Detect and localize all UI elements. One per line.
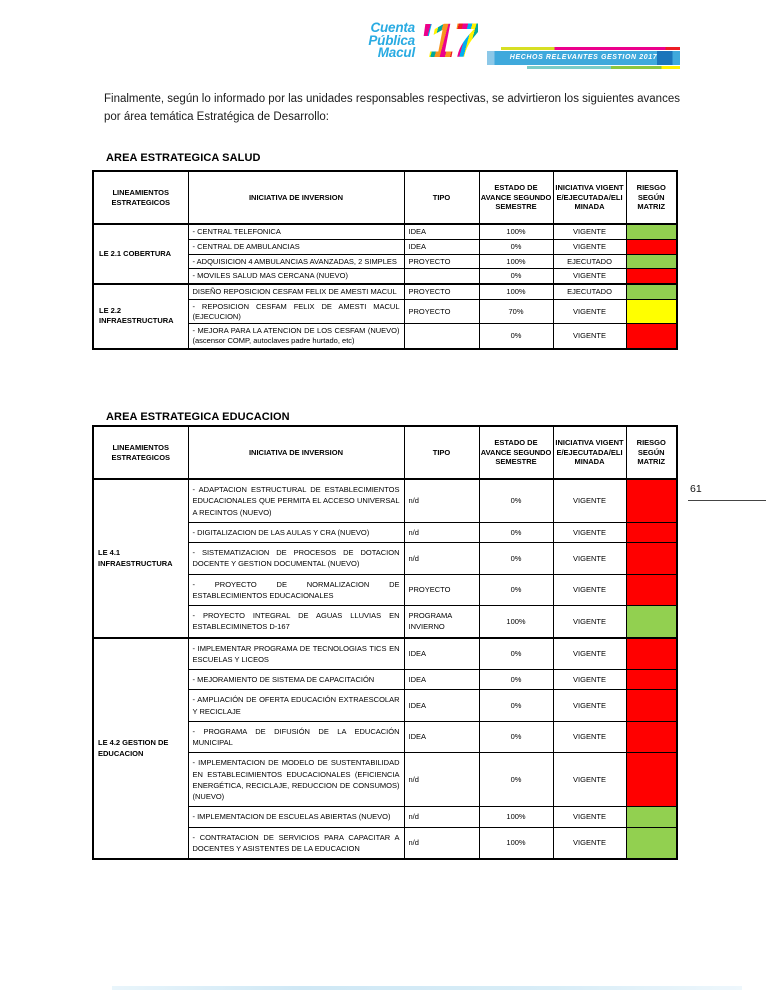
estado-vigencia-cell: VIGENTE [553,606,626,638]
tipo-cell: IDEA [404,239,479,254]
risk-indicator-red [626,543,677,575]
banner-stripe-bottom [527,66,680,69]
estado-vigencia-cell: VIGENTE [553,239,626,254]
estado-vigencia-cell: VIGENTE [553,479,626,522]
column-header: INICIATIVA DE INVERSION [188,171,404,224]
column-header: ESTADO DE AVANCE SEGUNDO SEMESTRE [479,171,553,224]
iniciativa-cell: - PROYECTO INTEGRAL DE AGUAS LLUVIAS EN ESTABLECIMINETOS D-167 [188,606,404,638]
tipo-cell: n/d [404,827,479,859]
iniciativa-cell: - REPOSICION CESFAM FELIX DE AMESTI MACUL (EJECUCION) [188,299,404,324]
lineamiento-cell: LE 4.2 GESTION DE EDUCACION [93,638,188,860]
avance-cell: 0% [479,574,553,606]
risk-indicator-red [626,690,677,722]
avance-cell: 100% [479,606,553,638]
column-header: TIPO [404,426,479,479]
footer-decorative-bar [112,986,742,990]
avance-cell: 0% [479,690,553,722]
avance-cell: 0% [479,324,553,349]
estado-vigencia-cell: VIGENTE [553,269,626,284]
iniciativa-cell: - MOVILES SALUD MAS CERCANA (NUEVO) [188,269,404,284]
tipo-cell: PROYECTO [404,574,479,606]
avance-cell: 100% [479,254,553,269]
tipo-cell: n/d [404,522,479,542]
table-row [93,224,677,239]
avance-cell: 0% [479,269,553,284]
iniciativa-cell: - CENTRAL TELEFONICA [188,224,404,239]
iniciativa-cell: - MEJORA PARA LA ATENCION DE LOS CESFAM (NUEVO) (ascensor COMP, autoclaves padre hurtado, etc) [188,324,404,349]
avance-cell: 0% [479,522,553,542]
iniciativa-cell: - SISTEMATIZACION DE PROCESOS DE DOTACION DOCENTE Y GESTION DOCUMENTAL (NUEVO) [188,543,404,575]
avance-cell: 70% [479,299,553,324]
estado-vigencia-cell: EJECUTADO [553,254,626,269]
estado-vigencia-cell: VIGENTE [553,807,626,827]
estado-vigencia-cell: VIGENTE [553,543,626,575]
estado-vigencia-cell: VIGENTE [553,522,626,542]
estado-vigencia-cell: VIGENTE [553,827,626,859]
table-row [93,284,677,299]
column-header: INICIATIVA VIGENTE/EJECUTADA/ELIMINADA [553,426,626,479]
estado-vigencia-cell: EJECUTADO [553,284,626,299]
column-header: INICIATIVA DE INVERSION [188,426,404,479]
risk-indicator-green [626,807,677,827]
header-banner [487,47,680,69]
tipo-cell: IDEA [404,224,479,239]
avance-cell: 0% [479,239,553,254]
iniciativa-cell: - PROGRAMA DE DIFUSIÓN DE LA EDUCACIÓN MUNICIPAL [188,721,404,753]
avance-cell: 0% [479,753,553,807]
estado-vigencia-cell: VIGENTE [553,574,626,606]
estado-vigencia-cell: VIGENTE [553,670,626,690]
estado-vigencia-cell: VIGENTE [553,753,626,807]
iniciativa-cell: DISEÑO REPOSICION CESFAM FELIX DE AMESTI MACUL [188,284,404,299]
iniciativa-cell: - IMPLEMENTACION DE ESCUELAS ABIERTAS (NUEVO) [188,807,404,827]
iniciativa-cell: - CENTRAL DE AMBULANCIAS [188,239,404,254]
iniciativa-cell: - ADAPTACION ESTRUCTURAL DE ESTABLECIMIENTOS EDUCACIONALES QUE PERMITA EL ACCESO UNIVERSAL A RECINTOS (NUEVO) [188,479,404,522]
estado-vigencia-cell: VIGENTE [553,324,626,349]
risk-indicator-red [626,721,677,753]
column-header: INICIATIVA VIGENTE/EJECUTADA/ELIMINADA [553,171,626,224]
estado-vigencia-cell: VIGENTE [553,299,626,324]
estado-vigencia-cell: VIGENTE [553,690,626,722]
risk-indicator-red [626,670,677,690]
avance-cell: 100% [479,224,553,239]
section-title-educacion: AREA ESTRATEGICA EDUCACION [106,411,290,423]
risk-indicator-green [626,284,677,299]
salud-table [92,170,678,350]
estado-vigencia-cell: VIGENTE [553,224,626,239]
risk-indicator-red [626,239,677,254]
avance-cell: 100% [479,827,553,859]
tipo-cell: n/d [404,753,479,807]
lineamiento-cell: LE 2.2 INFRAESTRUCTURA [93,284,188,349]
header-row [93,171,677,224]
risk-indicator-red [626,324,677,349]
logo-word-cuenta: Cuenta [370,20,415,35]
avance-cell: 0% [479,479,553,522]
tipo-cell: PROYECTO [404,284,479,299]
column-header: ESTADO DE AVANCE SEGUNDO SEMESTRE [479,426,553,479]
avance-cell: 100% [479,807,553,827]
column-header: RIESGO SEGÚN MATRIZ [626,171,677,224]
iniciativa-cell: - IMPLEMENTAR PROGRAMA DE TECNOLOGIAS TICS EN ESCUELAS Y LICEOS [188,638,404,670]
banner-stripe-top [501,47,680,50]
logo-word-macul: Macul [377,45,415,60]
column-header: LINEAMIENTOS ESTRATEGICOS [93,426,188,479]
table-row [93,479,677,522]
estado-vigencia-cell: VIGENTE [553,638,626,670]
lineamiento-cell: LE 2.1 COBERTURA [93,224,188,284]
avance-cell: 100% [479,284,553,299]
table-educacion [92,425,678,860]
risk-indicator-green [626,254,677,269]
risk-indicator-green [626,827,677,859]
risk-indicator-green [626,224,677,239]
risk-indicator-red [626,638,677,670]
section-title-salud: AREA ESTRATEGICA SALUD [106,152,261,164]
iniciativa-cell: - IMPLEMENTACION DE MODELO DE SUSTENTABILIDAD EN ESTABLECIMIENTOS EDUCACIONALES (EFICIENCIA ENERGÉTICA, RECICLAJE, REDUCCION DE CONSUMOS) (NUEVO) [188,753,404,807]
column-header: TIPO [404,171,479,224]
intro-paragraph: Finalmente, según lo informado por las unidades responsables respectivas, se advirtieron los siguientes avances por área temática Estratégica de Desarrollo: [104,93,680,124]
tipo-cell: IDEA [404,670,479,690]
risk-indicator-red [626,522,677,542]
tipo-cell: IDEA [404,721,479,753]
educacion-table [92,425,678,860]
lineamiento-cell: LE 4.1 INFRAESTRUCTURA [93,479,188,638]
page-number: 61 [688,483,766,501]
iniciativa-cell: - CONTRATACION DE SERVICIOS PARA CAPACITAR A DOCENTES Y ASISTENTES DE LA EDUCACION [188,827,404,859]
tipo-cell [404,324,479,349]
tipo-cell: PROYECTO [404,254,479,269]
risk-indicator-red [626,753,677,807]
avance-cell: 0% [479,638,553,670]
iniciativa-cell: - DIGITALIZACION DE LAS AULAS Y CRA (NUEVO) [188,522,404,542]
logo-wordmark [285,22,415,60]
logo-word-publica: Pública [368,32,415,48]
risk-indicator-red [626,479,677,522]
iniciativa-cell: - ADQUISICION 4 AMBULANCIAS AVANZADAS, 2 SIMPLES [188,254,404,269]
tipo-cell: PROYECTO [404,299,479,324]
avance-cell: 0% [479,721,553,753]
risk-indicator-green [626,606,677,638]
banner-title: HECHOS RELEVANTES GESTION 2017 [487,51,680,65]
iniciativa-cell: - AMPLIACIÓN DE OFERTA EDUCACIÓN EXTRAESCOLAR Y RECICLAJE [188,690,404,722]
header-row [93,426,677,479]
column-header: LINEAMIENTOS ESTRATEGICOS [93,171,188,224]
risk-indicator-yellow [626,299,677,324]
tipo-cell: n/d [404,807,479,827]
table-salud [92,170,678,350]
table-row [93,638,677,670]
tipo-cell: n/d [404,543,479,575]
iniciativa-cell: - MEJORAMIENTO DE SISTEMA DE CAPACITACIÓN [188,670,404,690]
tipo-cell: IDEA [404,690,479,722]
risk-indicator-red [626,574,677,606]
tipo-cell: PROGRAMA INVIERNO [404,606,479,638]
risk-indicator-red [626,269,677,284]
logo-year-17: '17 [419,15,478,68]
iniciativa-cell: - PROYECTO DE NORMALIZACION DE ESTABLECIMIENTOS EDUCACIONALES [188,574,404,606]
estado-vigencia-cell: VIGENTE [553,721,626,753]
tipo-cell: IDEA [404,638,479,670]
column-header: RIESGO SEGÚN MATRIZ [626,426,677,479]
tipo-cell [404,269,479,284]
tipo-cell: n/d [404,479,479,522]
avance-cell: 0% [479,543,553,575]
avance-cell: 0% [479,670,553,690]
